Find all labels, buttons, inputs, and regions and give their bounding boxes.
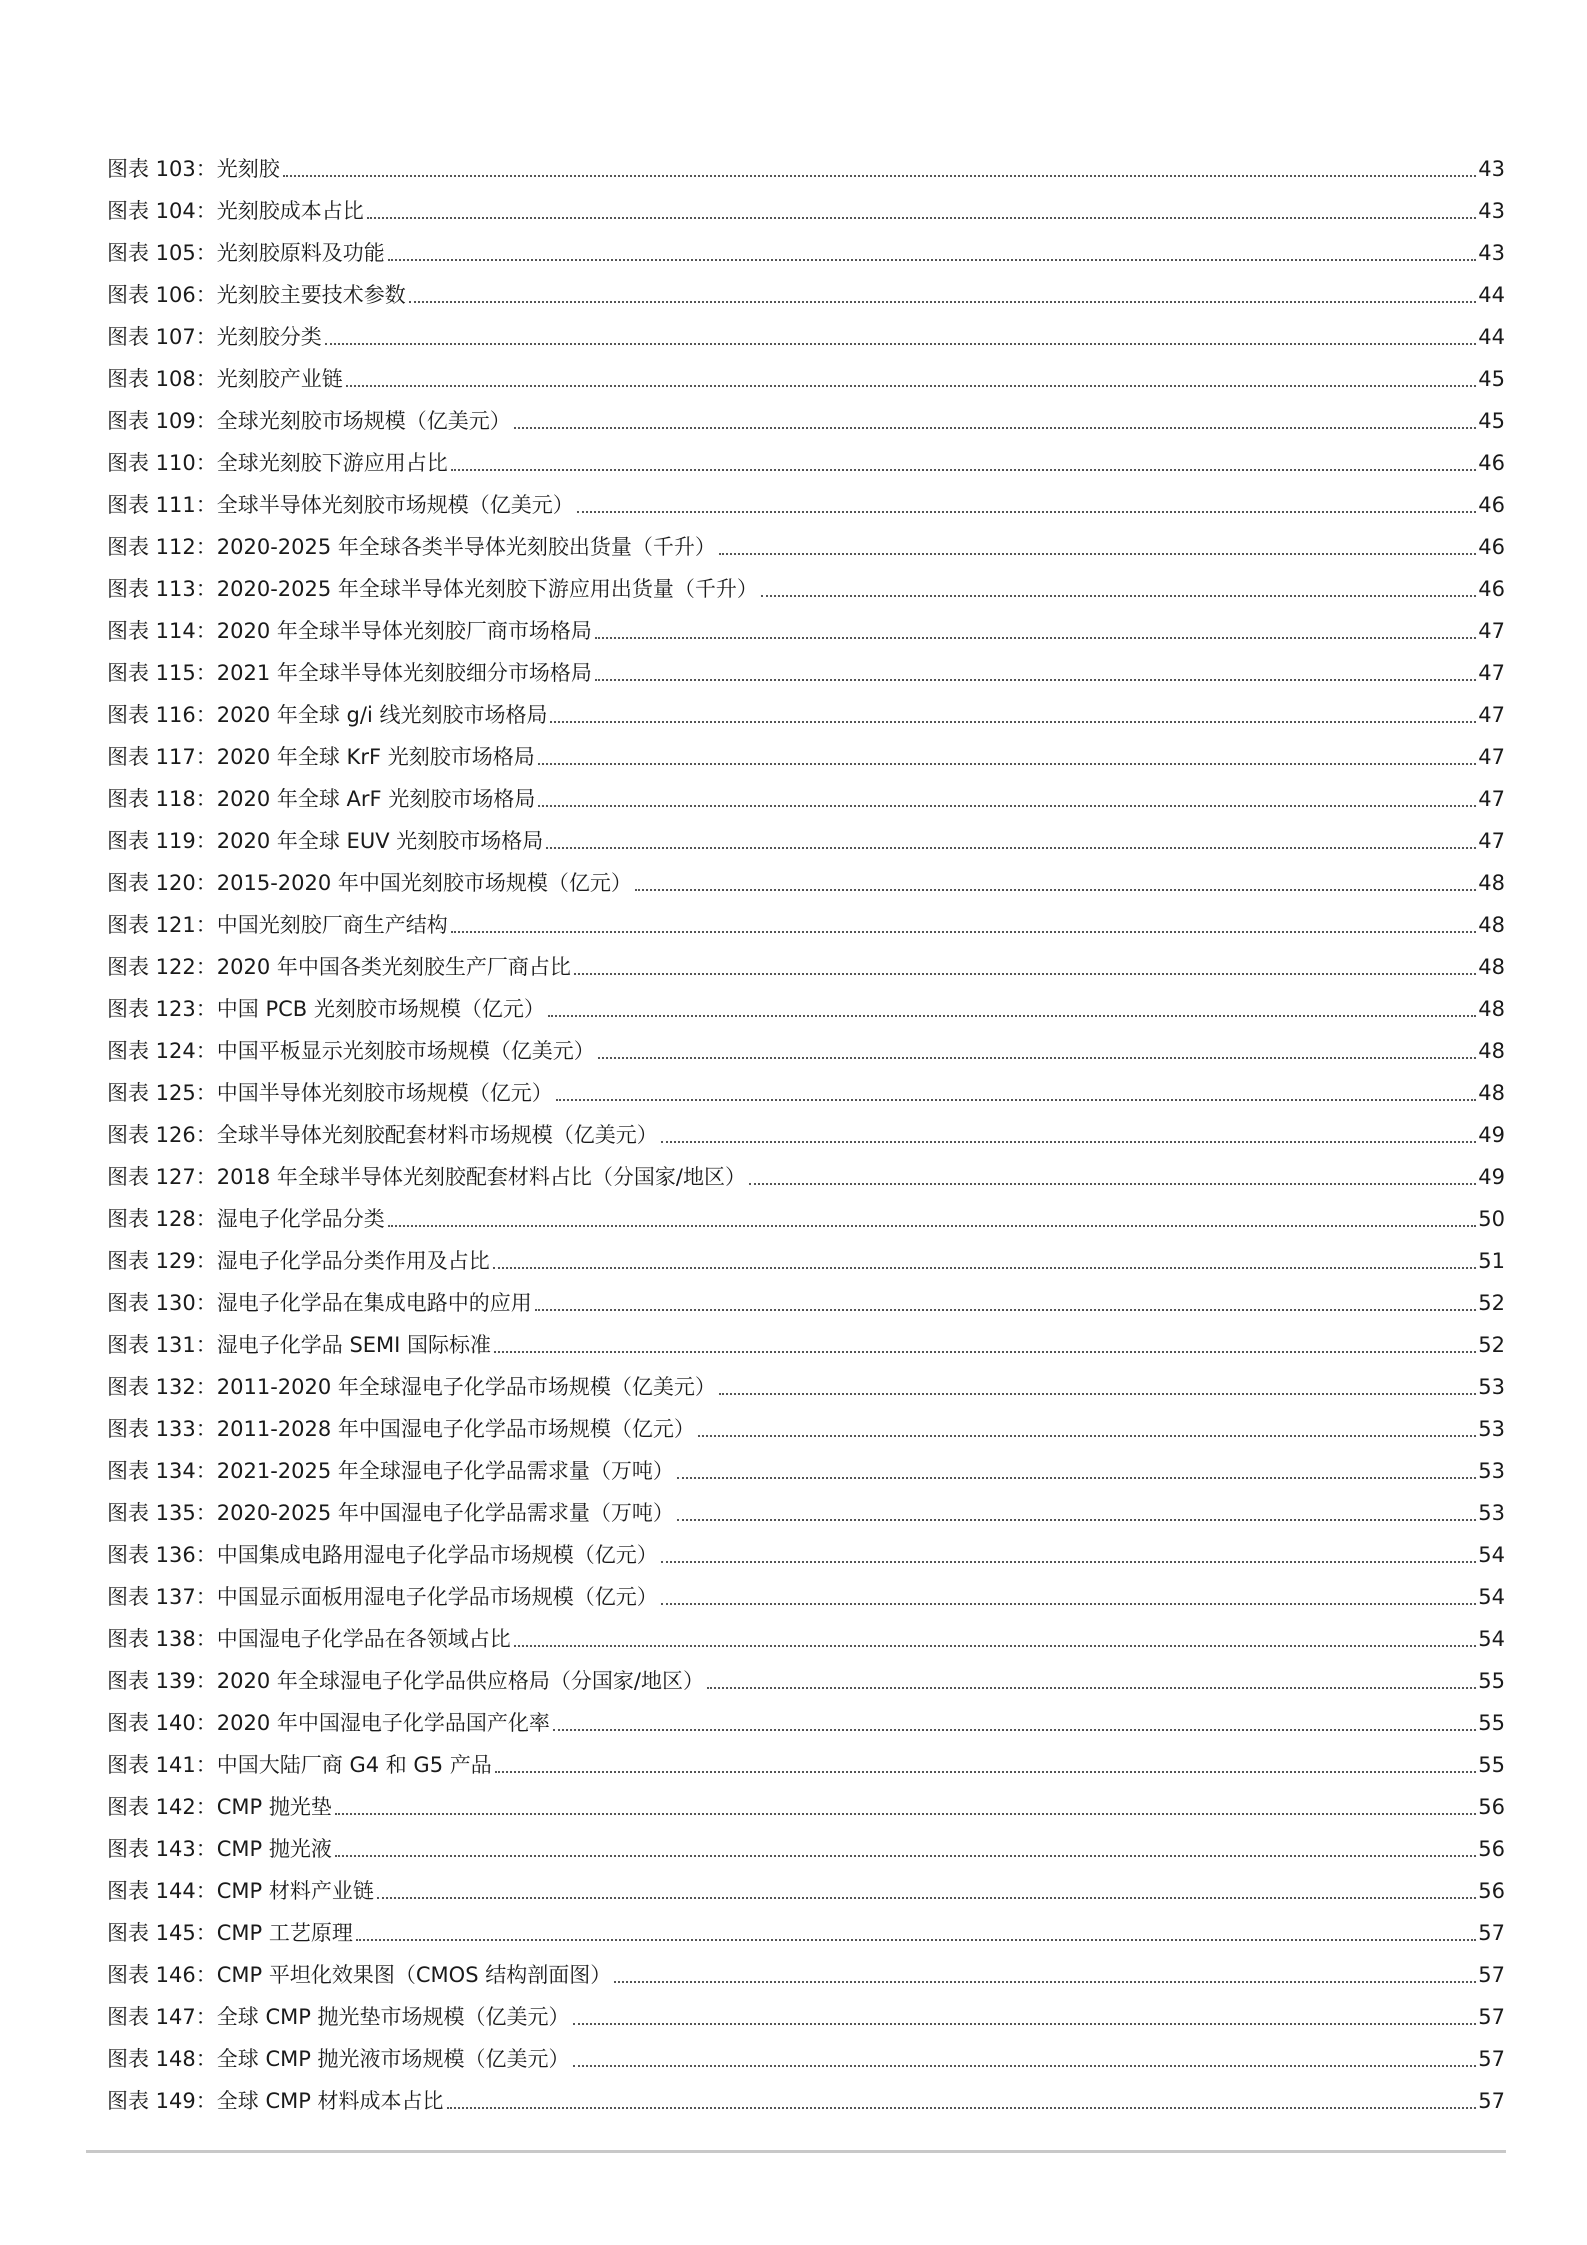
figure-title: 中国集成电路用湿电子化学品市场规模（亿元） <box>216 1543 658 1567</box>
figure-number: 图表 119： <box>107 829 217 853</box>
dot-leader <box>749 1183 1476 1185</box>
figure-number: 图表 107： <box>107 325 217 349</box>
figure-title: 中国显示面板用湿电子化学品市场规模（亿元） <box>216 1585 658 1609</box>
toc-entry[interactable] <box>107 309 1505 351</box>
page-number: 43 <box>1478 241 1505 265</box>
toc-entry[interactable] <box>107 519 1505 561</box>
toc-entry[interactable] <box>107 435 1505 477</box>
toc-entry[interactable] <box>107 855 1505 897</box>
dot-leader <box>595 637 1476 639</box>
toc-entry[interactable] <box>107 1653 1505 1695</box>
figure-number: 图表 103： <box>107 157 217 181</box>
figure-title: CMP 抛光垫 <box>216 1795 332 1819</box>
page-number: 46 <box>1478 535 1505 559</box>
dot-leader <box>661 1141 1477 1143</box>
figure-number: 图表 108： <box>107 367 217 391</box>
figure-number: 图表 124： <box>107 1039 217 1063</box>
page-number: 44 <box>1478 325 1505 349</box>
dot-leader <box>494 1351 1476 1353</box>
page-number: 43 <box>1478 199 1505 223</box>
figure-number: 图表 111： <box>107 493 217 517</box>
toc-entry[interactable] <box>107 813 1505 855</box>
toc-entry[interactable] <box>107 561 1505 603</box>
figure-number: 图表 137： <box>107 1585 217 1609</box>
figure-number: 图表 138： <box>107 1627 217 1651</box>
figure-title: 中国 PCB 光刻胶市场规模（亿元） <box>216 997 545 1021</box>
page-number: 52 <box>1478 1291 1505 1315</box>
figure-number: 图表 134： <box>107 1459 217 1483</box>
toc-entry[interactable] <box>107 1401 1505 1443</box>
page-number: 48 <box>1478 1039 1505 1063</box>
figure-title: 2020-2025 年全球半导体光刻胶下游应用出货量（千升） <box>216 577 758 601</box>
dot-leader <box>538 805 1476 807</box>
figure-number: 图表 129： <box>107 1249 217 1273</box>
figure-title: 2020-2025 年中国湿电子化学品需求量（万吨） <box>216 1501 674 1525</box>
page-number: 48 <box>1478 955 1505 979</box>
figure-title: 2020 年全球 ArF 光刻胶市场格局 <box>216 787 536 811</box>
figure-number: 图表 141： <box>107 1753 217 1777</box>
toc-entry[interactable] <box>107 771 1505 813</box>
page-number: 45 <box>1478 367 1505 391</box>
figure-title: 光刻胶主要技术参数 <box>216 283 406 307</box>
toc-entry[interactable] <box>107 1191 1505 1233</box>
figure-number: 图表 125： <box>107 1081 217 1105</box>
dot-leader <box>346 385 1477 387</box>
toc-entry[interactable] <box>107 267 1505 309</box>
page-number: 47 <box>1478 787 1505 811</box>
page-number: 47 <box>1478 619 1505 643</box>
figure-number: 图表 120： <box>107 871 217 895</box>
figure-title: 2011-2028 年中国湿电子化学品市场规模（亿元） <box>216 1417 695 1441</box>
figure-title: 2020-2025 年全球各类半导体光刻胶出货量（千升） <box>216 535 716 559</box>
dot-leader <box>535 1309 1477 1311</box>
page-number: 54 <box>1478 1543 1505 1567</box>
toc-entry[interactable] <box>107 603 1505 645</box>
toc-entry[interactable] <box>107 1779 1505 1821</box>
figure-title: 2020 年全球湿电子化学品供应格局（分国家/地区） <box>216 1669 704 1693</box>
figure-title: 湿电子化学品分类 <box>216 1207 385 1231</box>
figure-title: 全球半导体光刻胶市场规模（亿美元） <box>216 493 574 517</box>
figure-title: 中国半导体光刻胶市场规模（亿元） <box>216 1081 553 1105</box>
figure-title: CMP 材料产业链 <box>216 1879 374 1903</box>
figure-number: 图表 147： <box>107 2005 217 2029</box>
figure-number: 图表 143： <box>107 1837 217 1861</box>
figure-title: 湿电子化学品 SEMI 国际标准 <box>216 1333 492 1357</box>
toc-entry[interactable] <box>107 1317 1505 1359</box>
figure-number: 图表 114： <box>107 619 217 643</box>
dot-leader <box>495 1771 1477 1773</box>
page-number: 55 <box>1478 1669 1505 1693</box>
dot-leader <box>614 1981 1476 1983</box>
dot-leader <box>493 1267 1477 1269</box>
figure-number: 图表 106： <box>107 283 217 307</box>
page-number: 47 <box>1478 745 1505 769</box>
figure-number: 图表 130： <box>107 1291 217 1315</box>
page-number: 56 <box>1478 1795 1505 1819</box>
dot-leader <box>388 259 1477 261</box>
dot-leader <box>451 931 1477 933</box>
page-number: 53 <box>1478 1375 1505 1399</box>
toc-entry[interactable] <box>107 1569 1505 1611</box>
dot-leader <box>335 1855 1476 1857</box>
figure-number: 图表 136： <box>107 1543 217 1567</box>
figure-title: CMP 抛光液 <box>216 1837 332 1861</box>
toc-entry[interactable] <box>107 1905 1505 1947</box>
toc-entry[interactable] <box>107 1527 1505 1569</box>
toc-entry[interactable] <box>107 981 1505 1023</box>
toc-entry[interactable] <box>107 225 1505 267</box>
dot-leader <box>677 1477 1476 1479</box>
dot-leader <box>514 427 1477 429</box>
dot-leader <box>577 511 1477 513</box>
figure-title: 全球光刻胶市场规模（亿美元） <box>216 409 511 433</box>
figure-number: 图表 140： <box>107 1711 217 1735</box>
figure-number: 图表 122： <box>107 955 217 979</box>
toc-entry[interactable] <box>107 1275 1505 1317</box>
figure-title: 湿电子化学品在集成电路中的应用 <box>216 1291 532 1315</box>
figure-title: 光刻胶成本占比 <box>216 199 364 223</box>
dot-leader <box>719 553 1476 555</box>
figure-title: 中国光刻胶厂商生产结构 <box>216 913 448 937</box>
figure-title: 全球 CMP 材料成本占比 <box>216 2089 444 2113</box>
page-number: 48 <box>1478 997 1505 1021</box>
dot-leader <box>707 1687 1476 1689</box>
page-number: 48 <box>1478 871 1505 895</box>
figure-title: 全球半导体光刻胶配套材料市场规模（亿美元） <box>216 1123 658 1147</box>
figure-title: 光刻胶分类 <box>216 325 322 349</box>
figure-number: 图表 144： <box>107 1879 217 1903</box>
dot-leader <box>598 1057 1477 1059</box>
toc-entry[interactable] <box>107 1443 1505 1485</box>
figure-title: 2020 年中国湿电子化学品国产化率 <box>216 1711 550 1735</box>
page-number: 49 <box>1478 1165 1505 1189</box>
toc-entry[interactable] <box>107 1737 1505 1779</box>
figure-number: 图表 149： <box>107 2089 217 2113</box>
dot-leader <box>451 469 1477 471</box>
dot-leader <box>553 1729 1476 1731</box>
dot-leader <box>325 343 1477 345</box>
page-number: 57 <box>1478 1963 1505 1987</box>
figure-number: 图表 142： <box>107 1795 217 1819</box>
figure-number: 图表 127： <box>107 1165 217 1189</box>
figure-number: 图表 113： <box>107 577 217 601</box>
page-number: 44 <box>1478 283 1505 307</box>
page-number: 57 <box>1478 1921 1505 1945</box>
table-of-figures <box>107 141 1505 2115</box>
page-number: 56 <box>1478 1879 1505 1903</box>
figure-number: 图表 104： <box>107 199 217 223</box>
figure-title: 2011-2020 年全球湿电子化学品市场规模（亿美元） <box>216 1375 716 1399</box>
dot-leader <box>573 2065 1477 2067</box>
page-number: 47 <box>1478 703 1505 727</box>
figure-number: 图表 148： <box>107 2047 217 2071</box>
page-number: 46 <box>1478 577 1505 601</box>
page-number: 54 <box>1478 1627 1505 1651</box>
toc-entry[interactable] <box>107 1947 1505 1989</box>
toc-entry[interactable] <box>107 1821 1505 1863</box>
dot-leader <box>356 1939 1476 1941</box>
figure-number: 图表 145： <box>107 1921 217 1945</box>
page-number: 49 <box>1478 1123 1505 1147</box>
dot-leader <box>574 973 1476 975</box>
dot-leader <box>548 1015 1476 1017</box>
page-number: 47 <box>1478 829 1505 853</box>
toc-entry[interactable] <box>107 939 1505 981</box>
figure-title: 2020 年全球半导体光刻胶厂商市场格局 <box>216 619 592 643</box>
figure-number: 图表 115： <box>107 661 217 685</box>
toc-entry[interactable] <box>107 141 1505 183</box>
figure-number: 图表 128： <box>107 1207 217 1231</box>
figure-title: 2018 年全球半导体光刻胶配套材料占比（分国家/地区） <box>216 1165 746 1189</box>
dot-leader <box>283 175 1477 177</box>
toc-entry[interactable] <box>107 477 1505 519</box>
figure-number: 图表 109： <box>107 409 217 433</box>
figure-number: 图表 146： <box>107 1963 217 1987</box>
page-number: 57 <box>1478 2005 1505 2029</box>
dot-leader <box>367 217 1477 219</box>
page-number: 54 <box>1478 1585 1505 1609</box>
toc-entry[interactable] <box>107 687 1505 729</box>
figure-title: 2020 年全球 EUV 光刻胶市场格局 <box>216 829 544 853</box>
dot-leader <box>514 1645 1477 1647</box>
dot-leader <box>377 1897 1476 1899</box>
figure-number: 图表 123： <box>107 997 217 1021</box>
page-number: 47 <box>1478 661 1505 685</box>
figure-number: 图表 139： <box>107 1669 217 1693</box>
figure-title: 2020 年全球 KrF 光刻胶市场格局 <box>216 745 535 769</box>
page-number: 53 <box>1478 1459 1505 1483</box>
page-number: 43 <box>1478 157 1505 181</box>
figure-title: 2015-2020 年中国光刻胶市场规模（亿元） <box>216 871 632 895</box>
toc-entry[interactable] <box>107 351 1505 393</box>
dot-leader <box>661 1603 1477 1605</box>
page-number: 45 <box>1478 409 1505 433</box>
page-number: 51 <box>1478 1249 1505 1273</box>
toc-entry[interactable] <box>107 1695 1505 1737</box>
page-number: 57 <box>1478 2047 1505 2071</box>
figure-number: 图表 110： <box>107 451 217 475</box>
figure-number: 图表 118： <box>107 787 217 811</box>
toc-entry[interactable] <box>107 897 1505 939</box>
dot-leader <box>719 1393 1476 1395</box>
toc-entry[interactable] <box>107 1023 1505 1065</box>
dot-leader <box>556 1099 1477 1101</box>
toc-entry[interactable] <box>107 2031 1505 2073</box>
figure-number: 图表 121： <box>107 913 217 937</box>
page-number: 55 <box>1478 1753 1505 1777</box>
toc-entry[interactable] <box>107 1863 1505 1905</box>
figure-title: 全球 CMP 抛光液市场规模（亿美元） <box>216 2047 570 2071</box>
figure-title: CMP 平坦化效果图（CMOS 结构剖面图） <box>216 1963 612 1987</box>
figure-title: 光刻胶 <box>216 157 280 181</box>
figure-number: 图表 116： <box>107 703 217 727</box>
toc-entry[interactable] <box>107 1107 1505 1149</box>
dot-leader <box>335 1813 1476 1815</box>
dot-leader <box>550 721 1476 723</box>
figure-title: 湿电子化学品分类作用及占比 <box>216 1249 490 1273</box>
toc-entry[interactable] <box>107 1359 1505 1401</box>
toc-entry[interactable] <box>107 1485 1505 1527</box>
figure-number: 图表 135： <box>107 1501 217 1525</box>
figure-number: 图表 105： <box>107 241 217 265</box>
page-number: 53 <box>1478 1417 1505 1441</box>
page-number: 46 <box>1478 451 1505 475</box>
figure-title: 全球光刻胶下游应用占比 <box>216 451 448 475</box>
dot-leader <box>388 1225 1477 1227</box>
page-number: 55 <box>1478 1711 1505 1735</box>
toc-entry[interactable] <box>107 1611 1505 1653</box>
figure-number: 图表 132： <box>107 1375 217 1399</box>
page-number: 48 <box>1478 913 1505 937</box>
toc-entry[interactable] <box>107 183 1505 225</box>
dot-leader <box>447 2107 1477 2109</box>
figure-title: 中国湿电子化学品在各领域占比 <box>216 1627 511 1651</box>
page-number: 48 <box>1478 1081 1505 1105</box>
toc-entry[interactable] <box>107 1233 1505 1275</box>
toc-entry[interactable] <box>107 2073 1505 2115</box>
figure-title: 中国大陆厂商 G4 和 G5 产品 <box>216 1753 492 1777</box>
figure-title: 光刻胶原料及功能 <box>216 241 385 265</box>
dot-leader <box>409 301 1477 303</box>
toc-entry[interactable] <box>107 729 1505 771</box>
dot-leader <box>546 847 1476 849</box>
dot-leader <box>595 679 1476 681</box>
figure-number: 图表 131： <box>107 1333 217 1357</box>
dot-leader <box>635 889 1476 891</box>
toc-entry[interactable] <box>107 1065 1505 1107</box>
figure-title: 全球 CMP 抛光垫市场规模（亿美元） <box>216 2005 570 2029</box>
page-number: 50 <box>1478 1207 1505 1231</box>
figure-title: 2021 年全球半导体光刻胶细分市场格局 <box>216 661 592 685</box>
toc-entry[interactable] <box>107 1989 1505 2031</box>
figure-title: 2020 年全球 g/i 线光刻胶市场格局 <box>216 703 548 727</box>
figure-number: 图表 126： <box>107 1123 217 1147</box>
figure-title: 2020 年中国各类光刻胶生产厂商占比 <box>216 955 571 979</box>
dot-leader <box>573 2023 1477 2025</box>
figure-number: 图表 117： <box>107 745 217 769</box>
dot-leader <box>538 763 1477 765</box>
toc-entry[interactable] <box>107 393 1505 435</box>
footer-divider <box>86 2150 1506 2153</box>
page-number: 53 <box>1478 1501 1505 1525</box>
figure-title: CMP 工艺原理 <box>216 1921 353 1945</box>
figure-number: 图表 133： <box>107 1417 217 1441</box>
figure-number: 图表 112： <box>107 535 217 559</box>
page-number: 52 <box>1478 1333 1505 1357</box>
page-number: 56 <box>1478 1837 1505 1861</box>
figure-title: 2021-2025 年全球湿电子化学品需求量（万吨） <box>216 1459 674 1483</box>
figure-title: 光刻胶产业链 <box>216 367 343 391</box>
toc-entry[interactable] <box>107 645 1505 687</box>
page-number: 46 <box>1478 493 1505 517</box>
dot-leader <box>761 595 1476 597</box>
dot-leader <box>698 1435 1476 1437</box>
dot-leader <box>661 1561 1477 1563</box>
page-number: 57 <box>1478 2089 1505 2113</box>
toc-entry[interactable] <box>107 1149 1505 1191</box>
figure-title: 中国平板显示光刻胶市场规模（亿美元） <box>216 1039 595 1063</box>
dot-leader <box>677 1519 1476 1521</box>
